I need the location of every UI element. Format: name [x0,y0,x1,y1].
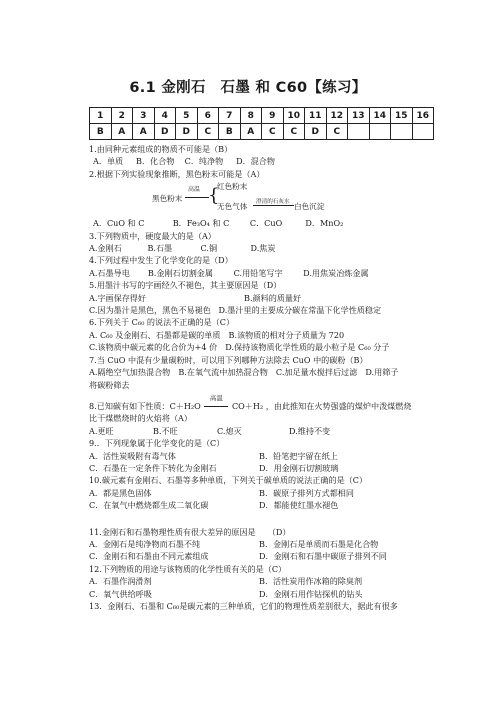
q4-option-b: B.金刚石切割金属 [147,267,213,278]
q11-option-a: A．金刚石是纯净物而石墨不纯 [89,538,201,549]
answer-number-cell: 8 [240,108,262,124]
answer-letter-cell: A [240,124,262,140]
answer-letter-cell [412,124,434,140]
answer-letter-cell: A [111,124,133,140]
answer-number-cell: 11 [305,108,327,124]
answer-number-cell: 15 [391,108,413,124]
diagram-arrow-2 [253,205,294,206]
q5-stem: 5.用墨汁书写的字画经久不褪色，其主要原因是（D） [89,280,282,291]
q12-option-c: C．氧气供给呼吸 [89,588,152,599]
q2-option-c: C．CuO [249,218,283,229]
answer-letter-cell: B [219,124,241,140]
q1-option-d: D．混合物 [236,156,275,167]
q8-stem [89,393,419,412]
q10-option-d: D．都能使红墨水褪色 [259,500,339,511]
answer-letter-cell: A [133,124,155,140]
q9-option-c: C．石墨在一定条件下转化为金刚石 [89,462,217,473]
q6-options-line-1: A. C₆₀ 及金刚石、石墨都是碳的单质 B.该物质的相对分子质量为 720 [89,329,345,340]
q2-option-d: D．MnO₂ [305,218,344,229]
q4-stem: 4.下列过程中发生了化学变化的是（D） [89,255,233,266]
diagram-condition: 高温 [188,186,201,194]
answer-number-cell: 7 [219,108,241,124]
answer-letter-cell: D [176,124,198,140]
answer-letter-cell: C [283,124,305,140]
q11-option-d: D．金刚石和石墨中碳原子排列不同 [259,551,387,562]
q10-option-a: A．都是黑色固体 [89,487,152,498]
question-list [89,143,419,612]
answer-number-cell: 1 [90,108,112,124]
q1-stem: 1.由同种元素组成的物质不可能是（B） [89,144,233,154]
q12-options-ab [89,575,419,587]
diagram-red-powder: 红色粉末 [217,182,248,192]
q3-option-b: B.石墨 [147,243,173,254]
q10-stem: 10.碳元素有金刚石、石墨等多种单质，下列关于碳单质的说法正确的是（C） [89,475,368,486]
answer-letter-cell [391,124,413,140]
answer-number-cell: 14 [369,108,391,124]
diagram-black-powder: 黑色粉末 [152,194,183,204]
answer-number-cell: 4 [154,108,176,124]
answer-number-cell: 13 [348,108,370,124]
q2-reaction-diagram [89,181,419,215]
q9-options-ab [89,450,419,462]
diagram-reagent: 澄清的石灰水 [256,199,290,206]
q3-option-c: C.铜 [200,243,218,254]
answer-number-cell: 3 [133,108,155,124]
answer-number-cell: 2 [111,108,133,124]
q2-option-b: B．Fe₃O₄ 和 C [172,218,230,229]
answer-letter-cell: B [90,124,112,140]
q1-option-c: C．纯净物 [184,156,224,167]
page-title: 6.1 金刚石 石墨 和 C60【练习】 [129,80,367,96]
q8-option-d: D.维持不变 [289,425,331,436]
q7-stem: 7.当 CuO 中混有少量碳粉时，可以用下列哪种方法除去 CuO 中的碳粉（B） [89,354,368,365]
q5-option-c: C.因为墨汁是黑色，黑色不易褪色 [89,305,211,316]
answer-letter-cell [369,124,391,140]
q4-option-c: C.用铅笔写字 [233,267,283,278]
q8-stem-continued: 比干煤燃烧时的火焰将（A） [89,413,192,424]
q11-options-cd [89,550,419,562]
q1-option-b: B．化合物 [136,156,175,167]
diagram-arrow [185,197,209,198]
q8-condition: 高温 [209,393,223,402]
q1-option-a: A．单质 [93,156,124,167]
q5-option-b: B.颜料的质量好 [244,292,302,303]
q3-option-a: A.金刚石 [89,243,122,254]
answer-table [89,107,434,140]
q6-options-line-2: C.该物质中碳元素的化合价为+4 价 D.保持该物质化学性质的最小粒子是 C₆₀ 分子 [89,342,390,353]
q4-options [89,267,419,279]
q3-stem: 3.下列物质中，硬度最大的是（A） [89,230,216,241]
q8-stem-part-b: CO＋H₂ ，由此推知在火势强盛的煤炉中泼煤燃烧 [231,400,412,411]
diagram-white-precipitate: 白色沉淀 [294,202,325,212]
q11-options-ab [89,538,419,550]
answer-number-cell: 9 [262,108,284,124]
answer-letter-cell: D [154,124,176,140]
q12-option-b: B．活性炭用作冰箱的除臭剂 [259,576,363,587]
q9-stem: 9.．下列现象属于化学变化的是（C） [89,438,225,449]
answer-letter-cell: C [262,124,284,140]
q4-option-a: A.石墨导电 [89,267,130,278]
q8-option-a: A.更旺 [89,425,114,436]
q4-option-d: D.用焦炭冶炼金属 [303,267,369,278]
q8-reaction-arrow [203,393,229,412]
q12-option-d: D．金刚石用作钻探机的钻头 [259,588,363,599]
q2-stem: 2.根据下列实验现象推断，黑色粉末可能是（A） [89,168,265,179]
q7-options-line-2: 将碳粉筛去 [89,379,130,390]
q3-option-d: D.焦炭 [250,243,276,254]
q11-stem: 11.金刚石和石墨物理性质有很大差异的原因是 （D） [89,526,291,537]
answer-number-cell: 10 [283,108,305,124]
answer-letter-cell [348,124,370,140]
q8-stem-part-a: 8.已知碳有如下性质：C＋H₂O [89,400,201,411]
q7-options-line-1: A.隔绝空气加热混合物 B.在氧气流中加热混合物 C.加足量水搅拌后过滤 D.用筛子 [89,367,399,378]
q1-options [89,155,419,167]
answer-letter-cell: D [305,124,327,140]
answer-number-cell: 12 [326,108,348,124]
q5-option-d: D.墨汁里的主要成分碳在常温下化学性质稳定 [218,305,382,316]
diagram-colorless-gas: 无色气体 [217,202,248,212]
q2-options [89,217,419,229]
q8-options [89,425,419,437]
answer-table-answer-row [90,124,434,140]
q8-option-b: B.不旺 [153,425,178,436]
q10-options-cd [89,499,419,511]
answer-number-cell: 16 [412,108,434,124]
q12-option-a: A．石墨作润滑剂 [89,576,152,587]
answer-number-cell: 5 [176,108,198,124]
diagram-brace: { [208,185,220,207]
q13-stem: 13．金刚石、石墨和 C₆₀是碳元素的三种单质，它们的物理性质差别很大，据此有很多 [89,601,398,611]
q6-stem: 6.下列关于 C₆₀ 的说法不正确的是（C） [89,317,235,328]
q10-option-c: C．在氧气中燃烧都生成二氧化碳 [89,500,209,511]
q11-option-c: C．金刚石和石墨由不同元素组成 [89,551,209,562]
q10-options-ab [89,487,419,499]
answer-table-number-row [90,108,434,124]
q9-option-d: D．用金刚石切割玻璃 [259,462,339,473]
answer-number-cell: 6 [197,108,219,124]
q12-stem: 12.下列物质的用途与该物质的化学性质有关的是（C） [89,563,287,574]
q5-options-ab [89,292,419,304]
answer-letter-cell: C [197,124,219,140]
q10-option-b: B．碳原子排列方式都相同 [259,487,354,498]
answer-letter-cell: C [326,124,348,140]
q9-option-b: B．铅笔把字留在纸上 [259,450,338,461]
q5-options-cd [89,304,419,316]
q9-option-a: A．活性炭吸附有毒气体 [89,450,176,461]
q5-option-a: A.字画保存得好 [89,292,146,303]
q2-option-a: A．CuO 和 C [93,218,145,229]
q3-options [89,242,419,254]
q8-option-c: C.熄灭 [217,425,242,436]
q11-option-b: B．金刚石是单质而石墨是化合物 [259,538,379,549]
q9-options-cd [89,462,419,474]
q12-options-cd [89,588,419,600]
